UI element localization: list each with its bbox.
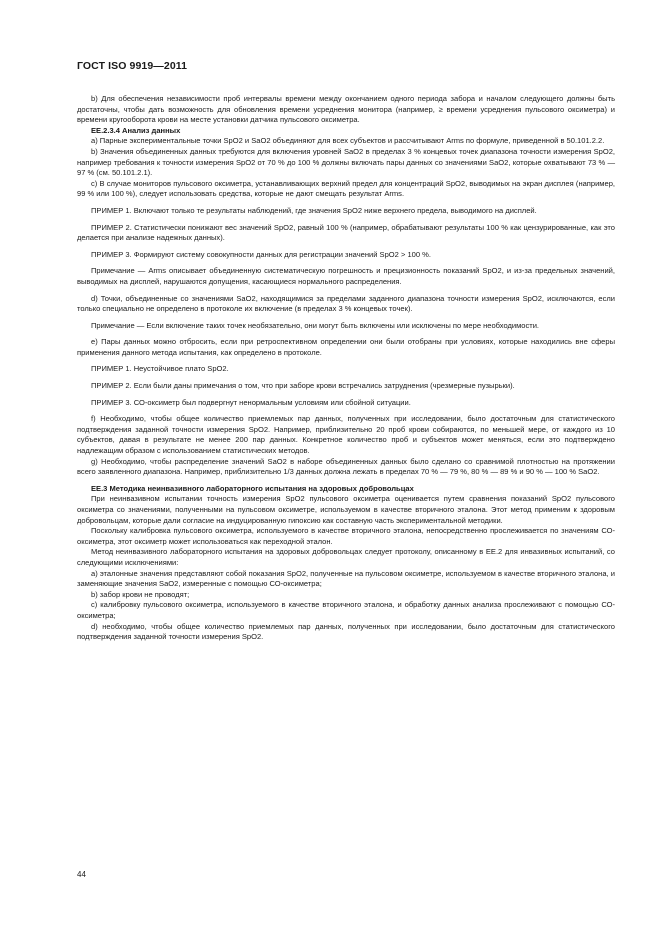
example-1: ПРИМЕР 1. Включают только те результаты наблюдений, где значения SpO2 ниже верхнего предела, выводимого на дисплей.	[91, 205, 537, 215]
paragraph-d-exclusion: d) Точки, объединенные со значениями SaO2, находящимися за пределами заданного диапазона точности измерения SpO2, исключаются, если только специально не определено в протоколе их включение (в пределах 3 % концевых точек).	[77, 293, 615, 314]
example-3: ПРИМЕР 3. Формируют систему совокупности данных для регистрации значений SpO2 > 100 %.	[91, 249, 431, 259]
paragraph-c-upper-limit: с) В случае мониторов пульсового оксиметра, устанавливающих верхний предел для концентраций SpO2, выводимых на экран дисплея (например, 99 % или 100 %), следует использовать средства, которые не дают смещать результат Arms.	[77, 178, 615, 199]
paragraph-e-discard: е) Пары данных можно отбросить, если при ретроспективном определении они были отобраны при условиях, которые находились вне сферы применения данного метода испытания, как определено в протоколе.	[77, 337, 615, 357]
paragraph-f-sample-count: f) Необходимо, чтобы общее количество приемлемых пар данных, полученных при исследовании, было достаточным для статистического подтверждения заданной точности измерения SpO2. Например, приблизительно 20 проб крови собираются, по меньшей мере, от каждого из 10 субъектов, давая в результате не менее 200 пар данных. Конкретное количество проб и субъектов может меняться, если это подтверждено надлежащим образом с использованием статистических методов.	[77, 414, 615, 456]
document-body	[77, 94, 615, 643]
document-header: ГОСТ ISO 9919—2011	[77, 60, 188, 72]
page-number: 44	[77, 870, 86, 879]
list-item-d: d) необходимо, чтобы общее количество приемлемых пар данных, полученных при исследовании, было достаточным для статистического подтверждения заданной точности измерения SpO2.	[77, 621, 615, 642]
section-heading-ee-2-3-4: ЕЕ.2.3.4 Анализ данных	[91, 125, 181, 135]
paragraph-g-distribution: g) Необходимо, чтобы распределение значений SaO2 в наборе объединенных данных было сделано со сравнимой плотностью на протяжении всего заявленного диапазона. Например, приблизительно 1/3 данных должна лежать в пределах 70 % — 79 %, 80 % — 89 % и 90 % — 100 % SaO2.	[77, 456, 615, 477]
note-arms: Примечание — Arms описывает объединенную систематическую погрешность и прецизионность показаний SpO2, и из-за предельных значений, выводимых на дисплей, нарушаются допущения, касающиеся нормального распределения.	[77, 266, 615, 286]
list-item-a: а) эталонные значения представляют собой показания SpO2, полученные на пульсовом оксиметре, используемом в качестве вторичного эталона, и заменяющие значения SaO2, измеренные с помощью СО-оксиметра;	[77, 568, 615, 589]
example-co-oximeter: ПРИМЕР 3. СО-оксиметр был подвергнут ненормальным условиям или сбойной ситуации.	[91, 397, 411, 407]
example-unstable-plateau: ПРИМЕР 1. Неустойчивое плато SpO2.	[91, 364, 229, 374]
paragraph-noninvasive-intro: При неинвазивном испытании точность измерения SpO2 пульсового оксиметра оценивается путем сравнения показаний SpO2 пульсового оксиметра со значениями, полученными на пульсовом оксиметре, используемом в качестве вторичного эталона. Этот метод применим к здоровым добровольцам, которые дали согласие на индуцированную гипоксию как составную часть экспериментальной методики.	[77, 494, 615, 525]
paragraph-b-independence: b) Для обеспечения независимости проб интервалы времени между окончанием одного периода забора и началом следующего должны быть достаточны, чтобы дать возможность для обновления времени усреднения монитора (например, ≥ времени усреднения пульсового оксиметра) и времени кругооборота крови на месте установки датчика пульсового оксиметра.	[77, 94, 615, 125]
paragraph-protocol: Метод неинвазивного лабораторного испытания на здоровых добровольцах следует протоколу, описанному в ЕЕ.2 для инвазивных испытаний, со следующими исключениями:	[77, 547, 615, 567]
note-optional-points: Примечание — Если включение таких точек необязательно, они могут быть включены или исключены по мере необходимости.	[91, 320, 540, 330]
section-heading-ee-3: ЕЕ.3 Методика неинвазивного лабораторного испытания на здоровых добровольцах	[91, 483, 414, 493]
list-item-b: b) забор крови не проводят;	[91, 589, 190, 599]
example-bubbles: ПРИМЕР 2. Если были даны примечания о том, что при заборе крови встречались затруднения (чрезмерные пузырьки).	[91, 381, 515, 391]
list-item-c: с) калибровку пульсового оксиметра, используемого в качестве вторичного эталона, и обработку данных анализа прослеживают с помощью СО-оксиметра;	[77, 600, 615, 620]
example-2: ПРИМЕР 2. Статистически понижают вес значений SpO2, равный 100 % (например, обрабатывают результаты 100 % как цензурированные, как это делается при анализе надежных данных).	[77, 222, 615, 243]
paragraph-b-range: b) Значения объединенных данных требуются для включения уровней SaO2 в пределах 3 % концевых точек диапазона точности измерения SpO2, например требования к точности измерения SpO2 от 70 % до 100 % должны включать пары данных со значениями SaO2, которые охватывают 73 % — 97 % (см. 50.101.2.1).	[77, 146, 615, 178]
paragraph-calibration: Поскольку калибровка пульсового оксиметра, используемого в качестве вторичного эталона, непосредственно прослеживается по значениям СО-оксиметра, этот оксиметр может использоваться как переходной эталон.	[77, 526, 615, 546]
paragraph-a-pairs: а) Парные экспериментальные точки SpO2 и SaO2 объединяют для всех субъектов и рассчитывают Arms по формуле, приведенной в 50.101.2.2.	[91, 136, 605, 146]
